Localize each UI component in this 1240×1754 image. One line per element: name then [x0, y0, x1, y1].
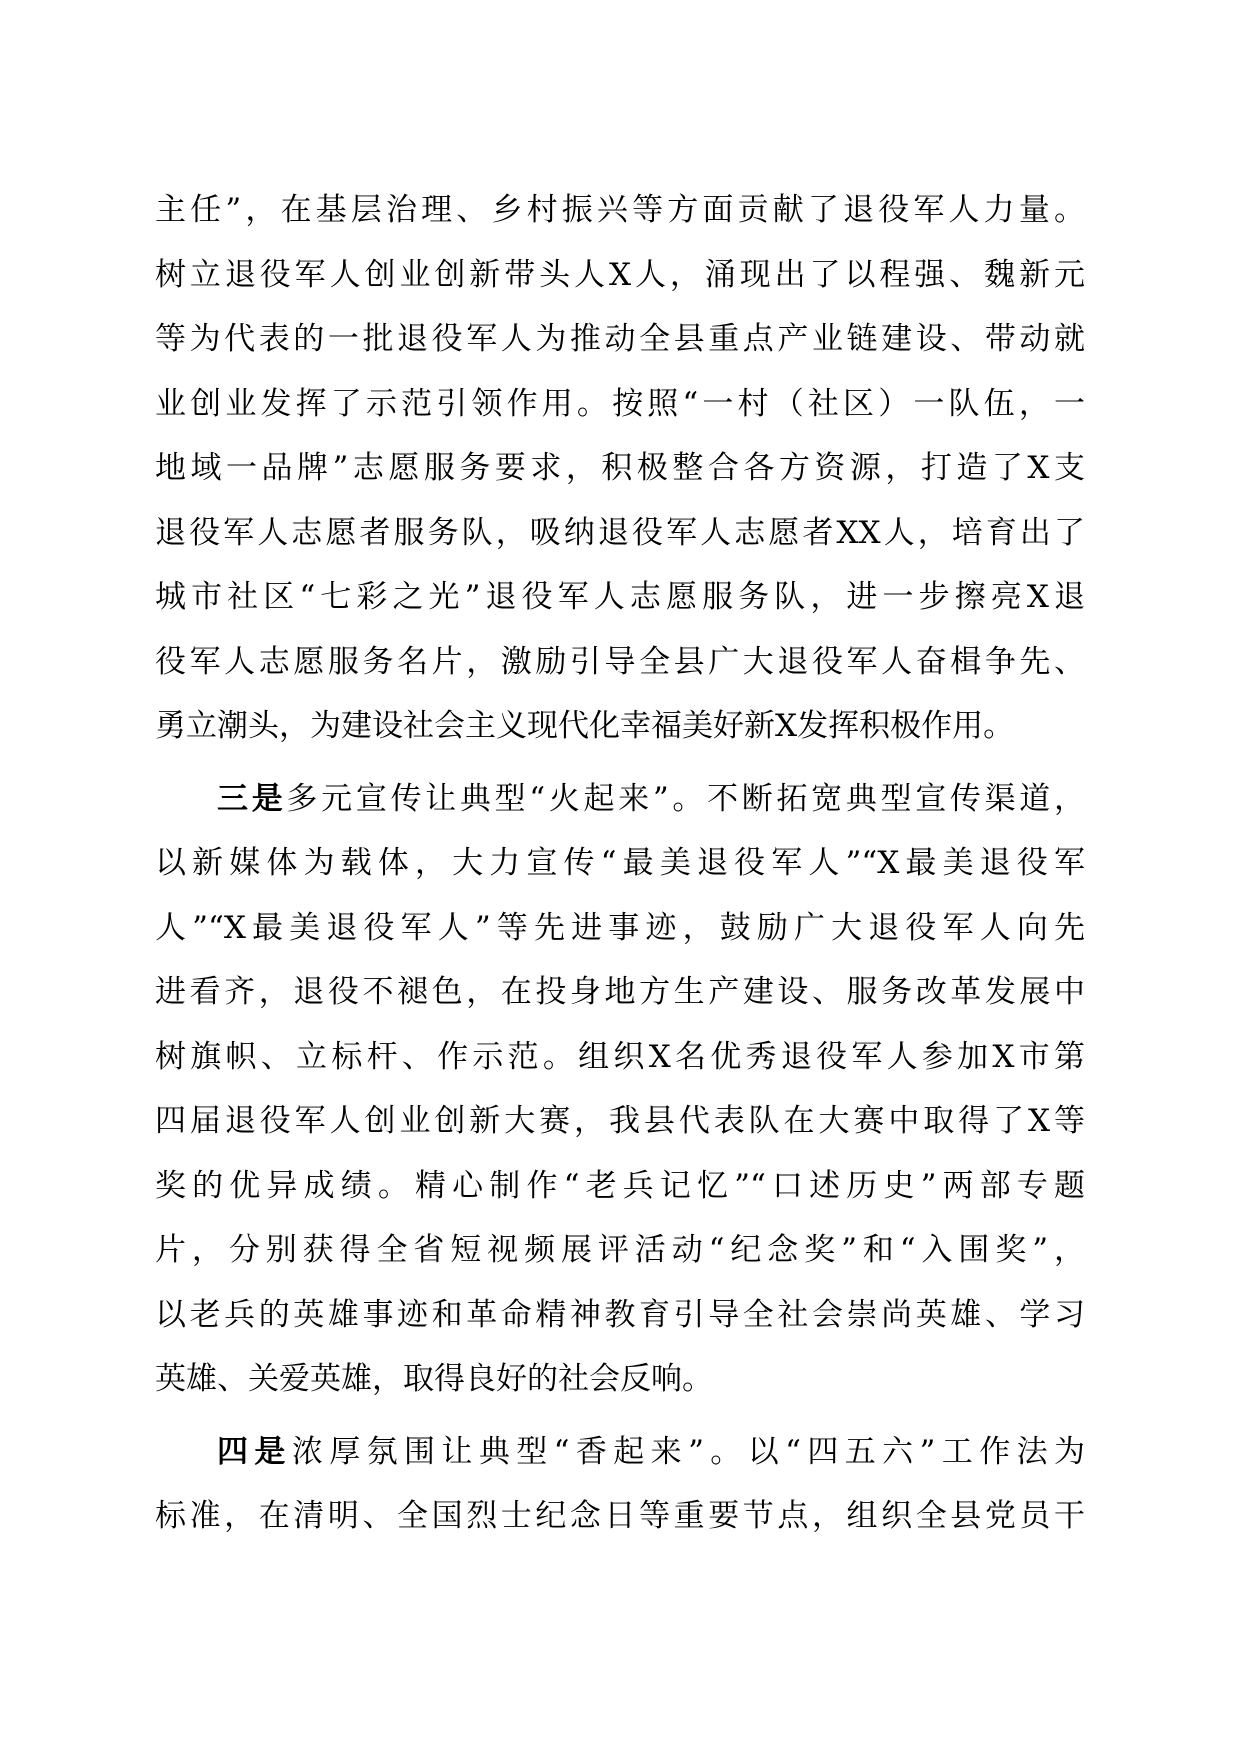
text-line — [155, 767, 1085, 832]
paragraph-text: 浓厚氛围让典型“香起来”。以“四五六”工作法为 — [291, 1433, 1086, 1470]
text-line: 等为代表的一批退役军人为推动全县重点产业链建设、带动就 — [155, 321, 1085, 357]
text-line: 役军人志愿服务名片，激励引导全县广大退役军人奋楫争先、 — [155, 643, 1085, 680]
text-line: 树旗帜、立标杆、作示范。组织X名优秀退役军人参加X市第 — [155, 1038, 1085, 1075]
text-line: 片，分别获得全省短视频展评活动“纪念奖”和“入围奖”， — [155, 1232, 1085, 1268]
text-line: 树立退役军人创业创新带头人X人，涌现出了以程强、魏新元 — [155, 256, 1085, 293]
text-line: 标准，在清明、全国烈士纪念日等重要节点，组织全县党员干 — [155, 1498, 1085, 1534]
text-line — [155, 1420, 1085, 1485]
document-body — [155, 178, 1085, 1549]
paragraph-2 — [155, 767, 1085, 1412]
text-line: 地域一品牌”志愿服务要求，积极整合各方资源，打造了X支 — [155, 450, 1085, 486]
paragraph-lead: 三是 — [217, 780, 287, 817]
paragraph-1 — [155, 178, 1085, 759]
text-line: 以老兵的英雄事迹和革命精神教育引导全社会崇尚英雄、学习 — [155, 1296, 1085, 1333]
text-line: 勇立潮头，为建设社会主义现代化幸福美好新X发挥积极作用。 — [155, 708, 1015, 744]
text-line: 退役军人志愿者服务队，吸纳退役军人志愿者XX人，培育出了 — [155, 514, 1085, 551]
text-line: 人”“X最美退役军人”等先进事迹，鼓励广大退役军人向先 — [155, 909, 1085, 946]
text-line: 四届退役军人创业创新大赛，我县代表队在大赛中取得了X等 — [155, 1103, 1085, 1139]
paragraph-gap — [155, 759, 1085, 767]
paragraph-text: 多元宣传让典型“火起来”。不断拓宽典型宣传渠道， — [286, 780, 1085, 817]
paragraph-lead: 四是 — [217, 1433, 292, 1470]
text-line: 英雄、关爱英雄，取得良好的社会反响。 — [155, 1361, 713, 1397]
text-line: 奖的优异成绩。精心制作“老兵记忆”“口述历史”两部专题 — [155, 1167, 1085, 1204]
text-line: 以新媒体为载体，大力宣传“最美退役军人”“X最美退役军 — [155, 845, 1085, 881]
text-line: 业创业发挥了示范引领作用。按照“一村（社区）一队伍，一 — [155, 385, 1085, 422]
paragraph-gap — [155, 1412, 1085, 1420]
text-line: 进看齐，退役不褪色，在投身地方生产建设、服务改革发展中 — [155, 974, 1085, 1010]
paragraph-3 — [155, 1420, 1085, 1549]
text-line: 主任”，在基层治理、乡村振兴等方面贡献了退役军人力量。 — [155, 192, 1085, 228]
text-line: 城市社区“七彩之光”退役军人志愿服务队，进一步擦亮X退 — [155, 579, 1085, 615]
